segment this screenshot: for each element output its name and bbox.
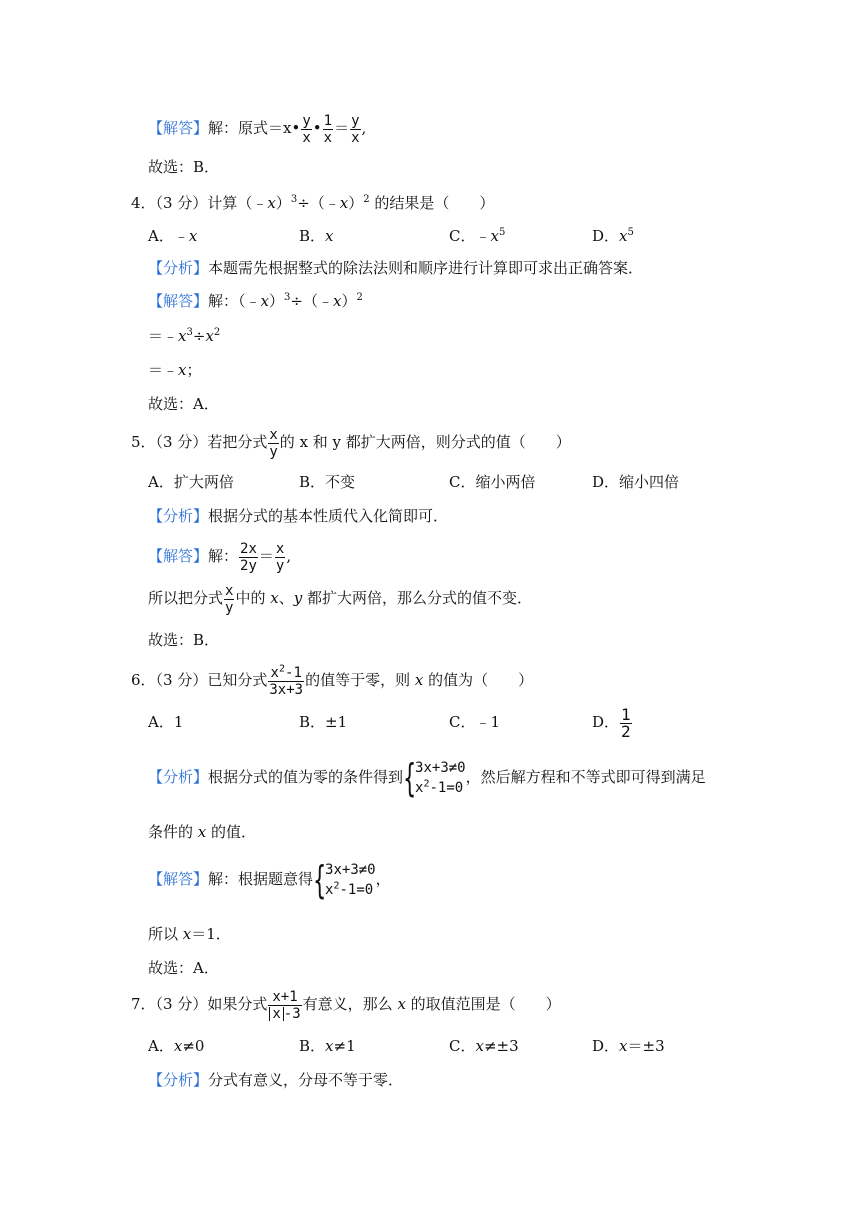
q5-option-a[interactable]: A．扩大两倍 <box>148 473 234 491</box>
q5-option-c[interactable]: C．缩小两倍 <box>449 473 536 491</box>
analysis-tag: 【分析】 <box>148 768 209 786</box>
answer-text: 解：原式＝x• <box>208 119 301 137</box>
q5-stem: 5．（3 分）若把分式 $\frac{x}{y}$ 的 x 和 y 都扩大两倍，则分式的值（ ） <box>131 426 571 460</box>
fraction: $\frac{x}{y}$ <box>275 540 285 574</box>
q4-option-d[interactable]: D．$x^5$ <box>592 227 634 245</box>
q5-conclusion: 所以把分式 $\frac{x}{y}$ 中的 x、y 都扩大两倍，那么分式的值不变． <box>148 582 532 616</box>
answer-tag: 【解答】 <box>148 292 209 310</box>
q4-answer-line3: ＝﹣x； <box>148 361 202 379</box>
q4-choice: 故选：A． <box>148 395 219 413</box>
q4-option-c[interactable]: C．$﹣x^5$ <box>449 227 506 245</box>
q4-answer-line2: $=﹣x^3\div x^2$ <box>148 327 221 345</box>
answer-tag: 【解答】 <box>148 870 209 888</box>
q6-analysis-line2: 条件的 x 的值． <box>148 823 257 841</box>
q7-stem: 7．（3 分）如果分式 $\frac{x+1}{x -3}$ 有意义，那么 x 的取值范围是（ ） <box>131 988 561 1022</box>
fraction: $\frac{y}{x}$ <box>302 112 311 146</box>
q5-analysis: 【分析】根据分式的基本性质代入化简即可． <box>148 507 449 525</box>
q3-choice: 故选：B． <box>148 158 220 176</box>
q6-conclusion: 所以 x＝1． <box>148 925 231 943</box>
q4-answer-line1: 【解答】解：（﹣x）$^3$÷（﹣x）$^2$ <box>148 292 363 310</box>
analysis-tag: 【分析】 <box>148 1071 209 1089</box>
q5-option-b[interactable]: B．不变 <box>299 473 356 491</box>
q7-option-b[interactable]: B．x≠1 <box>299 1037 356 1055</box>
answer-tag: 【解答】 <box>148 119 209 137</box>
fraction: $\frac{x^2-1}{3x+3}$ <box>269 662 304 698</box>
analysis-tag: 【分析】 <box>148 507 209 525</box>
q5-answer-line: 【解答】解： $\frac{2x}{2y}$ ＝ $\frac{x}{y}$ , <box>148 540 292 574</box>
fraction: $\frac{2x}{2y}$ <box>240 540 257 574</box>
q6-option-d[interactable]: D． $\frac{1}{2}$ <box>592 704 631 741</box>
q7-analysis: 【分析】分式有意义，分母不等于零． <box>148 1071 404 1089</box>
answer-tag: 【解答】 <box>148 547 209 565</box>
q6-stem: 6．（3 分）已知分式 $\frac{x^2-1}{3x+3}$ 的值等于零，则 x 的值为（ ） <box>131 662 534 698</box>
equation-system: { 3x+3≠0 $x^2-1=0$ <box>403 756 466 800</box>
q6-choice: 故选：A． <box>148 959 219 977</box>
fraction: $\frac{1}{2}$ <box>621 704 631 741</box>
q5-choice: 故选：B． <box>148 631 220 649</box>
q6-analysis: 【分析】根据分式的值为零的条件得到 { 3x+3≠0 $x^2-1=0$ ，然后解方程和不等式即可得到满足 <box>148 756 706 800</box>
fraction: $\frac{x}{y}$ <box>269 426 278 460</box>
fraction: $\frac{x+1}{x -3}$ <box>268 989 301 1022</box>
fraction: $\frac{y}{x}$ <box>351 112 360 146</box>
q4-option-a[interactable]: A．﹣x <box>148 227 198 245</box>
q7-option-d[interactable]: D．x＝±3 <box>592 1037 665 1055</box>
q6-option-a[interactable]: A．1 <box>148 713 184 731</box>
fraction: $\frac{1}{x}$ <box>323 112 333 146</box>
q6-option-c[interactable]: C．﹣1 <box>449 713 501 731</box>
fraction: $\frac{x}{y}$ <box>225 582 234 616</box>
equation-system: { 3x+3≠0 $x^2-1=0$ <box>313 858 376 902</box>
analysis-tag: 【分析】 <box>148 259 209 277</box>
q7-option-c[interactable]: C．x≠±3 <box>449 1037 519 1055</box>
q4-analysis: 【分析】本题需先根据整式的除法法则和顺序进行计算即可求出正确答案． <box>148 259 644 277</box>
q4-stem: 4．（3 分）计算（﹣x）$^3$÷（﹣x）$^2$ 的结果是（ ） <box>131 194 495 212</box>
q3-answer-line: 【解答】解：原式＝x• $\frac{y}{x}$ • $\frac{1}{x}$ ＝ $\frac{y}{x}$ , <box>148 112 367 146</box>
q7-option-a[interactable]: A．x≠0 <box>148 1037 205 1055</box>
q6-option-b[interactable]: B．±1 <box>299 713 348 731</box>
q6-answer-line: 【解答】解：根据题意得 { 3x+3≠0 $x^2-1=0$ ， <box>148 858 391 902</box>
q5-option-d[interactable]: D．缩小四倍 <box>592 473 680 491</box>
q4-option-b[interactable]: B．x <box>299 227 334 245</box>
